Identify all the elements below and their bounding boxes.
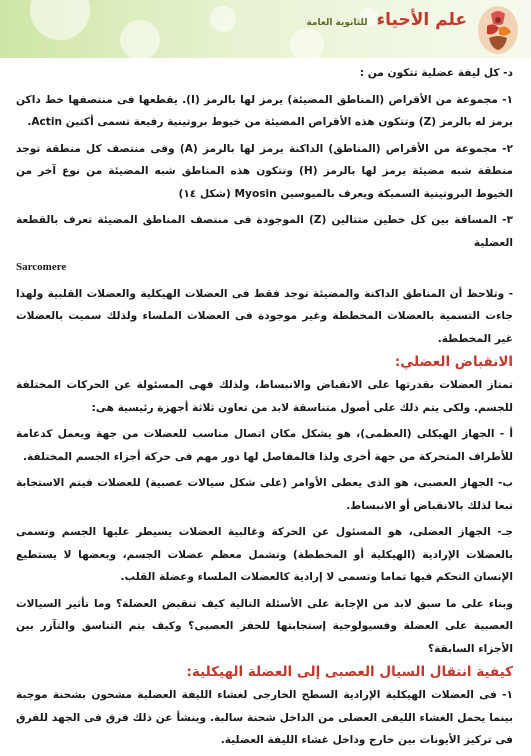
paragraph-point-3: ٣- المسافة بين كل خطين متتالين (Z) الموجودة فى منتصف المناطق المضيئة تعرف بالقطعة العضلية bbox=[16, 214, 514, 249]
paragraph-skeletal-system: أ - الجهاز الهيكلى (العظمى)، هو يشكل مكان اتصال مناسب للعضلات من جهة ويعمل كدعامة للأطراف المتحركة من جهة أخرى ولذا فالمفاصل لها دور مهم فى حركة أجزاء الجسم المختلفة. bbox=[16, 428, 513, 463]
paragraph-questions: وبناء على ما سبق لابد من الإجابة على الأسئلة التالية كيف تنقبض العضلة؟ وما تأثير السيالات العصبية على العضلة وفسيولوجية إستجابتها للحفز العصبى؟ وكيف يتم التناسق والتآزر بين الأجزاء السابقة؟ bbox=[16, 597, 513, 655]
section-heading-contraction: الانقباض العضلي: bbox=[394, 354, 513, 370]
sarcomere-term: Sarcomere bbox=[16, 261, 67, 273]
paragraph-note: - وتلاحظ أن المناطق الداكنة والمضيئة توجد فقط فى العضلات الهيكلية والعضلات القلبية ولهذا جاءت التسمية بالعضلات المخططة وغير موجودة فى العضلات الملساء ولذلك سميت بالعضلات غير المخططة. bbox=[16, 287, 513, 345]
page-header bbox=[0, 0, 531, 58]
decorative-bubble bbox=[30, 0, 90, 40]
paragraph-membrane-charge: ١- فى العضلات الهيكلية الإرادية السطح الخارجى لغشاء الليفة العضلية مشحون بشحنة موجبة بينما يحمل الغشاء الليفى العضلى من الداخل شحنة سالبة. وينشأ عن ذلك فرق فى الجهد للفرق فى تركيز الأيونات بين خارج وداخل غشاء الليفة العضلية. bbox=[16, 689, 513, 746]
paragraph-point-2: ٢- مجموعة من الأقراص (المناطق) الداكنة يرمز لها بالرمز (A) وفى منتصف كل منطقة توجد منطقة شبه مضيئة يرمز لها بالرمز (H) وتتكون هذه المناطق شبه المضيئة من نوع آخر من الخيوط البروتينية السميكة ويعرف بالميوسين Myosin (شكل ١٤) bbox=[16, 142, 514, 200]
page-content bbox=[16, 62, 513, 756]
book-title-main: علم الأحياء bbox=[376, 10, 467, 30]
decorative-bubble bbox=[210, 6, 236, 32]
decorative-bubble bbox=[120, 20, 160, 58]
section-heading-nerve-impulse: كيفية انتقال السيال العصبى إلى العضلة الهيكلية: bbox=[186, 664, 513, 680]
paragraph-point-1: ١- مجموعة من الأقراص (المناطق المضيئة) يرمز لها بالرمز (I). يقطعها فى منتصفها خط داكن يرمز له بالرمز (Z) وتتكون هذه الأقراص المضيئة من خيوط بروتينية رفيعة تسمى أكتين Actin. bbox=[16, 93, 513, 128]
book-title-sub: للثانوية العامة bbox=[306, 18, 368, 28]
paragraph-muscular-system: جـ- الجهاز العضلى، هو المسئول عن الحركة وغالبية العضلات يسيطر عليها الجسم وتسمى بالعضلات الإرادية (الهيكلية أو المخططة) وتشمل معظم عضلات الجسم، وبعضها لا يستطيع الإنسان التحكم فيها تماما وتسمى لا إرادية كالعضلات الملساء وعضلة القلب. bbox=[16, 526, 513, 583]
decorative-bubble bbox=[290, 28, 324, 58]
book-title bbox=[306, 10, 467, 30]
paragraph-intro: د- كل ليفة عضلية تتكون من : bbox=[359, 67, 513, 79]
paragraph-contraction-intro: تمتاز العضلات بقدرتها على الانقباض والانبساط، ولذلك فهى المسئولة عن الحركات المختلفة للجسم. ولكى يتم ذلك على أصول متناسقة لابد من تعاون ثلاثة أجهزة رئيسية هى: bbox=[16, 379, 513, 414]
human-organs-icon bbox=[473, 4, 523, 56]
paragraph-nervous-system: ب- الجهاز العصبى، هو الذى يعطى الأوامر (على شكل سيالات عصبية) للعضلات فيتم الاستجابة تبعا لذلك بالانقباض أو الانبساط. bbox=[16, 477, 513, 512]
